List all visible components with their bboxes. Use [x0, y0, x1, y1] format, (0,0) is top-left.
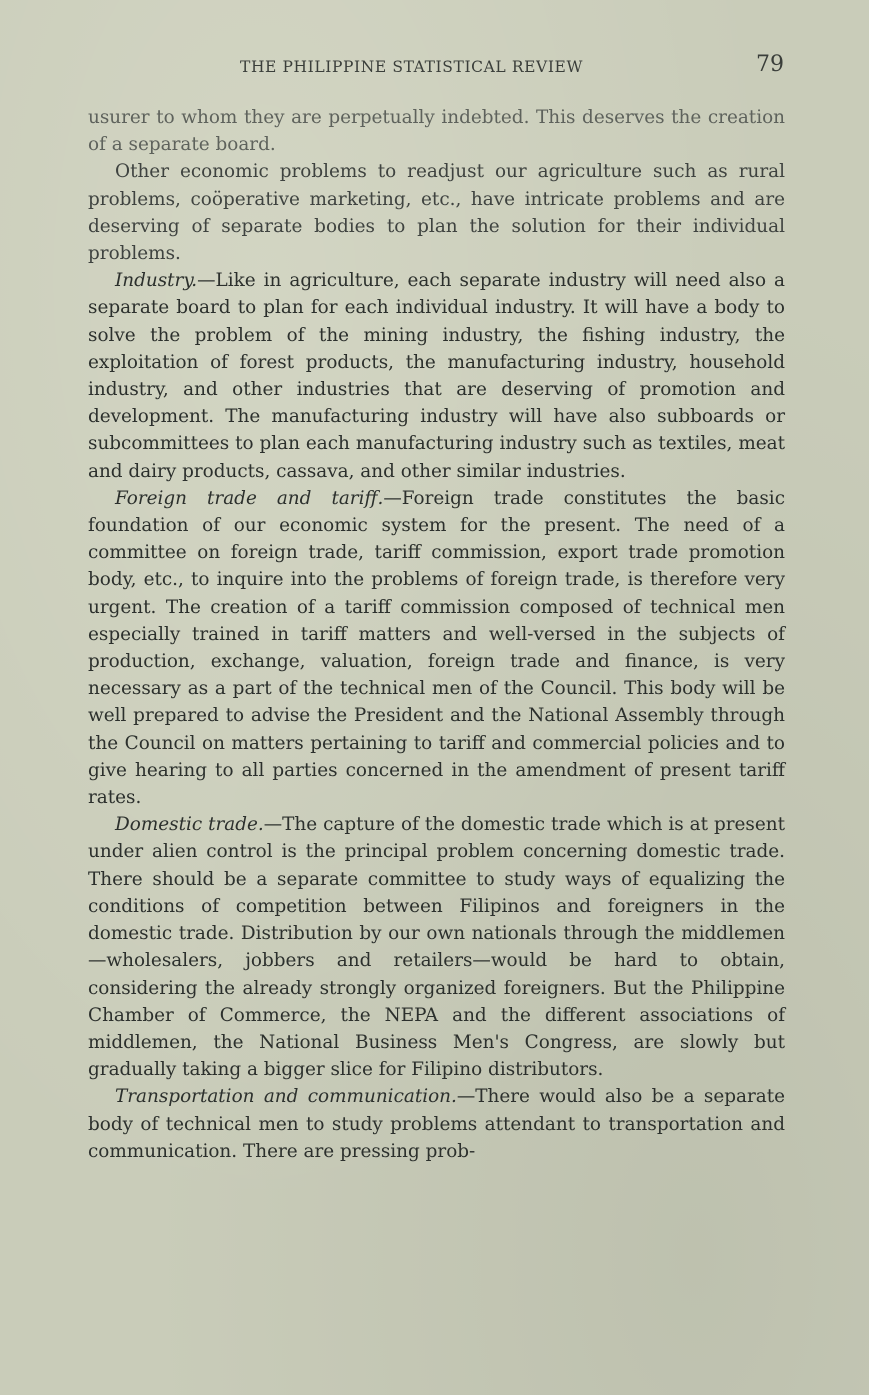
paragraph-transportation [88, 1083, 785, 1165]
section-heading-domestic-trade: Domestic trade. [115, 814, 264, 836]
body-text [88, 104, 785, 1165]
section-heading-foreign-trade: Foreign trade and tariff. [115, 487, 384, 509]
paragraph-industry [88, 267, 785, 485]
running-title: THE PHILIPPINE STATISTICAL REVIEW [240, 58, 583, 76]
paragraph-text: Other economic problems to readjust our agriculture such as rural problems, coöperative marketing, etc., have intricate problems and are deserving of separate bodies to plan the solution for their individual problems. [88, 161, 785, 265]
paragraph-agriculture-problems [88, 158, 785, 267]
paragraph-text: usurer to whom they are perpetually indebted. This deserves the creation of a separate board. [88, 107, 785, 156]
paragraph-text: —The capture of the domestic trade which is at present under alien control is the principal problem concerning domestic trade. There should be a separate committee to study ways of equalizing the conditions of competition between Filipinos and foreigners in the domestic trade. Distribution by our own nationals through the middlemen—wholesalers, jobbers and retailers—would be hard to obtain, considering the already strongly organized foreigners. But the Philippine Chamber of Commerce, the NEPA and the different associations of middlemen, the National Business Men's Congress, are slowly but gradually taking a bigger slice for Filipino distributors. [88, 814, 785, 1081]
section-heading-industry: Industry. [115, 270, 198, 292]
section-heading-transportation: Transportation and communication. [115, 1086, 457, 1108]
paragraph-text: —There would also be a separate body of technical men to study problems attendant to transportation and communication. There are pressing prob- [88, 1086, 786, 1162]
paragraph-text: —Foreign trade constitutes the basic foundation of our economic system for the present. The need of a committee on foreign trade, tariff commission, export trade promotion body, etc., to inquire into the problems of foreign trade, is therefore very urgent. The creation of a tariff commission composed of technical men especially trained in tariff matters and well-versed in the subjects of production, exchange, valuation, foreign trade and finance, is very necessary as a part of the technical men of the Council. This body will be well prepared to advise the President and the National Assembly through the Council on matters pertaining to tariff and commercial policies and to give hearing to all parties concerned in the amendment of present tariff rates. [88, 487, 785, 809]
running-header [88, 52, 788, 84]
paragraph-continued [88, 104, 785, 158]
paragraph-domestic-trade [88, 811, 785, 1083]
page-number: 79 [756, 52, 784, 77]
paragraph-text: —Like in agriculture, each separate industry will need also a separate board to plan for each individual industry. It will have a body to solve the problem of the mining industry, the fishing industry, the exploitation of forest products, the manufacturing industry, household industry, and other industries that are deserving of promotion and development. The manufacturing industry will have also subboards or subcommittees to plan each manufacturing industry such as textiles, meat and dairy products, cassava, and other similar industries. [88, 270, 785, 482]
paragraph-foreign-trade [88, 485, 785, 811]
